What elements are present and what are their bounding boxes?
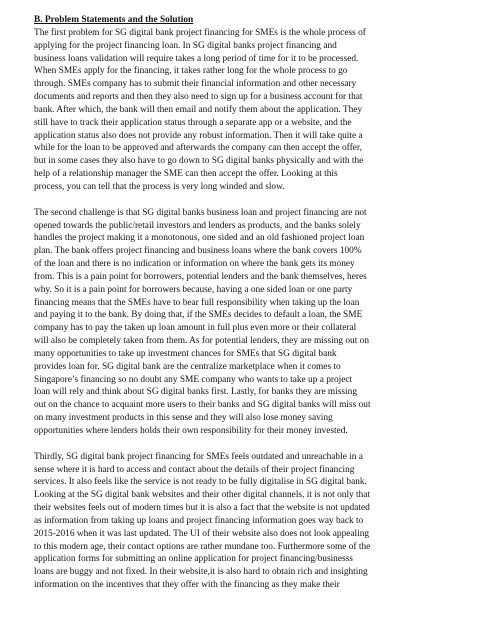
text-line: The second challenge is that SG digital banks business loan and project financing are not xyxy=(34,207,367,218)
text-line: from. This is a pain point for borrowers, potential lenders and the bank themselves, heres xyxy=(34,271,367,282)
text-line: will also be completely taken from them. As for potential lenders, they are missing out on xyxy=(34,336,370,347)
text-line: The first problem for SG digital bank project financing for SMEs is the whole process of xyxy=(34,27,366,38)
text-line: opportunities where lenders holds their own responsibility for their money invested. xyxy=(34,426,348,436)
text-line: application status also does not provide any robust information. Then it will take quite a xyxy=(34,130,363,141)
document-body xyxy=(34,14,450,592)
text-line: through. SMEs company has to submit their financial information and other necessary xyxy=(34,79,357,90)
text-line: documents and reports and then they also need to sign up for a business account for that xyxy=(34,92,363,103)
text-line: as information from taking up loans and project financing information goes way back to xyxy=(34,515,364,526)
paragraph-spacer xyxy=(34,438,450,451)
text-line: handles the project making it a monotonous, one sided and an old fashioned project loan xyxy=(34,233,365,244)
text-line: opened towards the public/retail investors and lenders as products, and the banks solely xyxy=(34,220,361,231)
text-line: 2015-2016 when it was last updated. The UI of their website also does not look appealing xyxy=(34,528,370,539)
text-line: their websites feels out of modern times but it is also a fact that the website is not updated xyxy=(34,503,370,514)
text-line: application forms for submitting an online application for project financing/businesss xyxy=(34,554,353,565)
text-line: Thirdly, SG digital bank project financing for SMEs feels outdated and unreachable in a xyxy=(34,451,363,462)
text-line: Singapore’s financing so no doubt any SME company who wants to take up a project xyxy=(34,374,353,385)
text-line: process, you can tell that the process is very long winded and slow. xyxy=(34,181,285,192)
text-line: bank. After which, the bank will then email and notify them about the application. They xyxy=(34,104,363,115)
text-line: help of a relationship manager the SME can then accept the offer. Looking at this xyxy=(34,169,338,180)
text-line: on many investment products in this sense and they will also lose money saving xyxy=(34,413,333,424)
paragraph-2 xyxy=(34,207,450,438)
text-line: business loans validation will require takes a long period of time for it to be processed. xyxy=(34,53,359,64)
text-line: loan will rely and think about SG digital banks first. Lastly, for banks they are missing xyxy=(34,387,357,398)
text-line: many opportunities to take up investment chances for SMEs that SG digital bank xyxy=(34,348,337,359)
text-line: and paying it to the bank. By doing that, if the SMEs decides to default a loan, the SME xyxy=(34,310,363,321)
text-line: company has to pay the taken up loan amount in full plus even more or their collateral xyxy=(34,323,357,334)
text-line: Looking at the SG digital bank websites and their other digital channels, it is not only that xyxy=(34,490,371,501)
paragraph-3 xyxy=(34,451,450,592)
text-line: provides loan for. SG digital bank are the centralize marketplace when it comes to xyxy=(34,361,341,372)
text-line: why. So it is a pain point for borrowers because, having a one sided loan or one party xyxy=(34,284,353,295)
text-line: financing means that the SMEs have to bear full responsibility when taking up the loan xyxy=(34,297,360,308)
paragraph-spacer xyxy=(34,194,450,207)
text-line: information on the incentives that they offer with the financing as they make their xyxy=(34,580,340,591)
text-line: but in some cases they also have to go down to SG digital banks physically and with the xyxy=(34,156,364,167)
text-line: to this modern age, their contact options are rather mundane too. Furthermore some of the xyxy=(34,541,371,552)
text-line: still have to track their application status through a separate app or a website, and the xyxy=(34,117,352,128)
section-heading: B. Problem Statements and the Solution xyxy=(34,15,194,25)
text-line: loans are buggy and not fixed. In their website,it is also hard to obtain rich and insighting xyxy=(34,567,368,578)
text-line: out on the chance to acquaint more users to their banks and SG digital banks will miss out xyxy=(34,400,371,411)
text-line: applying for the project financing loan. In SG digital banks project financing and xyxy=(34,40,337,51)
text-line: sense where it is hard to access and contact about the details of their project financing xyxy=(34,464,355,475)
text-line: When SMEs apply for the financing, it takes rather long for the whole process to go xyxy=(34,66,348,77)
text-line: plan. The bank offers project financing and business loans where the bank covers 100% xyxy=(34,246,362,257)
text-line: while for the loan to be approved and afterwards the company can then accept the offer, xyxy=(34,143,362,154)
paragraph-1 xyxy=(34,27,450,194)
text-line: of the loan and there is no indication or information on where the bank gets its money xyxy=(34,259,355,270)
text-line: services. It also feels like the service is not ready to be fully digitalise in SG digital bank. xyxy=(34,477,367,488)
